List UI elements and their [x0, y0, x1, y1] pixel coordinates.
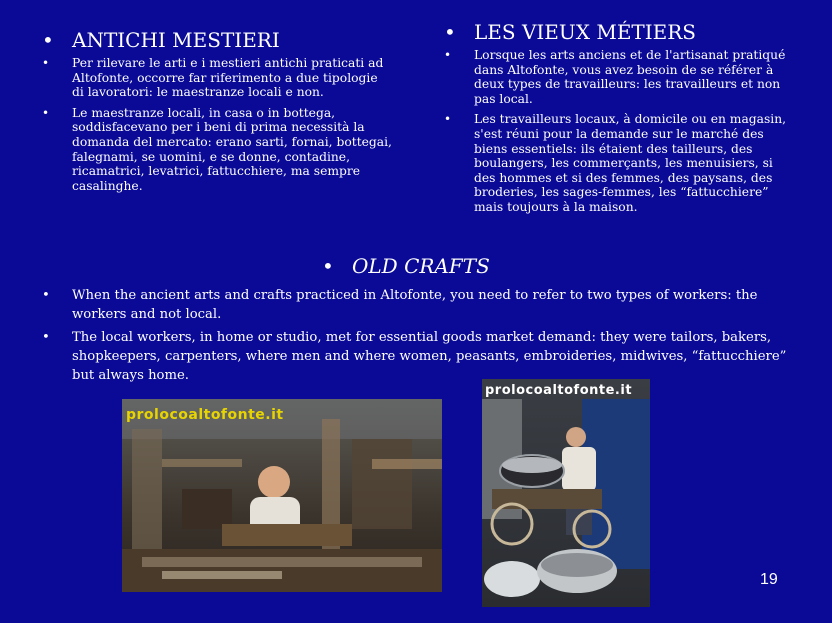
french-bullets	[444, 48, 796, 215]
french-heading	[444, 20, 796, 44]
list-item	[42, 286, 812, 324]
bullet-icon: •	[42, 330, 50, 345]
bullet-icon: •	[444, 112, 452, 127]
english-title: OLD CRAFTS	[352, 254, 490, 278]
left-photo-watermark: prolocoaltofonte.it	[126, 407, 284, 423]
english-bullet-text: The local workers, in home or studio, met for essential goods market demand: they were tailors, bakers, shopkeepers, carpenters, where men and where women, peasants, embroideries, midwives, “fattucchiere” but always home.	[72, 330, 787, 383]
french-bullet-text: Lorsque les arts anciens et de l'artisanat pratiqué dans Altofonte, vous avez besoin de se référer à deux types de travailleurs: les travailleurs et non pas local.	[474, 48, 786, 106]
bullet-icon: •	[322, 254, 334, 278]
english-heading	[322, 254, 490, 278]
english-bullet-text: When the ancient arts and crafts practiced in Altofonte, you need to refer to two types of workers: the workers and not local.	[72, 288, 758, 322]
cart-vendor-photo	[482, 379, 650, 607]
italian-bullets	[42, 56, 392, 193]
italian-column	[42, 28, 392, 199]
italian-heading	[42, 28, 392, 52]
list-item	[42, 56, 392, 100]
page-number: 19	[760, 571, 778, 588]
workshop-illustration	[122, 399, 442, 592]
french-title: LES VIEUX MÉTIERS	[474, 20, 697, 44]
right-photo-watermark: prolocoaltofonte.it	[485, 383, 633, 398]
french-bullet-text: Les travailleurs locaux, à domicile ou en magasin, s'est réuni pour la demande sur le marché des biens essentiels: ils étaient des tailleurs, des boulangers, les commerçants, les menuisiers, si des hommes et si des femmes, des paysans, des broderies, les sages-femmes, les “fattucchiere” mais toujours à la maison.	[474, 112, 787, 214]
list-item	[444, 112, 796, 214]
italian-bullet-text: Le maestranze locali, in casa o in bottega, soddisfacevano per i beni di prima necessità la domanda del mercato: erano sarti, fornai, bottegai, falegnami, se uomini, e se donne, contadine, ricamatrici, levatrici, fattucchiere, ma sempre casalinghe.	[72, 105, 392, 193]
cart-illustration	[482, 379, 650, 607]
list-item	[42, 328, 812, 385]
french-column	[444, 20, 796, 221]
carpenter-workshop-photo	[122, 399, 442, 592]
bullet-icon: •	[42, 28, 54, 52]
bullet-icon: •	[444, 48, 452, 62]
italian-bullet-text: Per rilevare le arti e i mestieri antichi praticati ad Altofonte, occorre far riferimento a due tipologie di lavoratori: le maestranze locali e non.	[72, 56, 384, 100]
list-item	[42, 106, 392, 194]
bullet-icon: •	[444, 20, 456, 44]
italian-title: ANTICHI MESTIERI	[72, 28, 280, 52]
bullet-icon: •	[42, 105, 50, 120]
english-bullets	[42, 286, 812, 389]
bullet-icon: •	[42, 288, 50, 303]
bullet-icon: •	[42, 56, 50, 70]
list-item	[444, 48, 796, 106]
